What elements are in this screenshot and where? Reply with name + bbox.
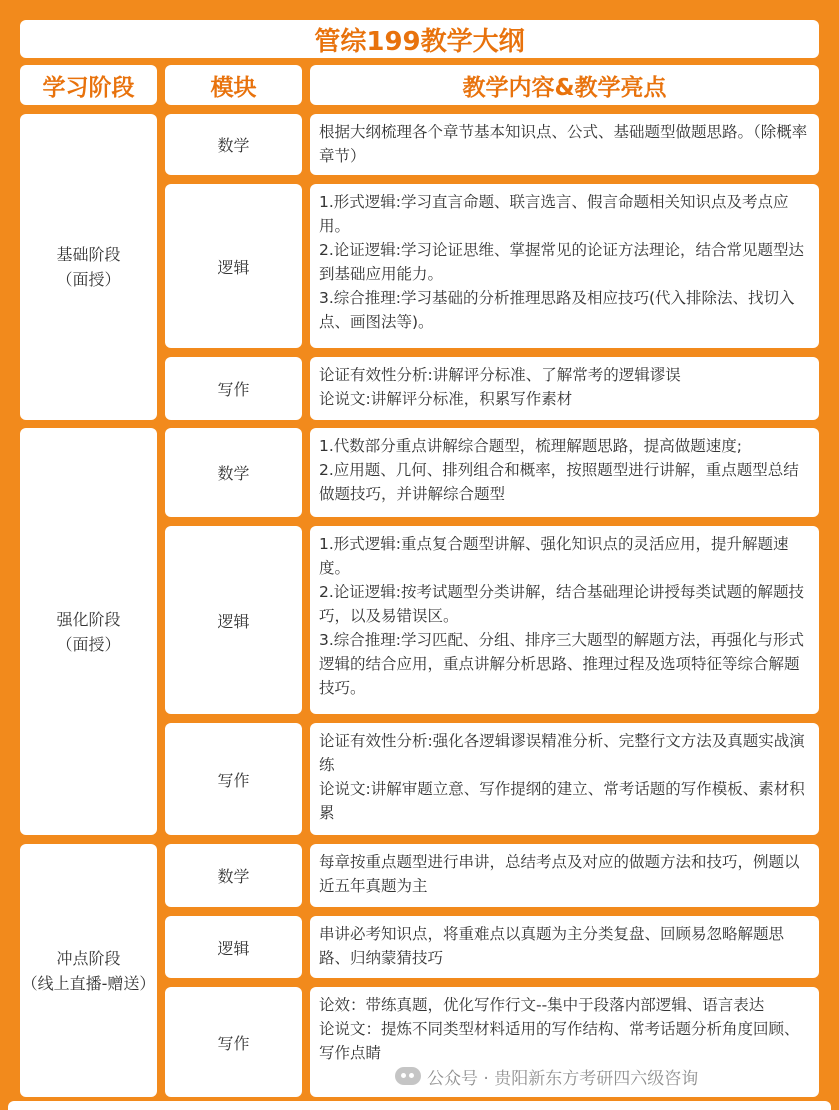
stage-cell-sprint [20,844,157,1097]
content-line: 论证有效性分析:讲解评分标准、了解常考的逻辑谬误 [319,366,681,384]
content-line: 1.代数部分重点讲解综合题型，梳理解题思路，提高做题速度; [319,437,743,455]
watermark [395,1064,698,1088]
content-line: 1.形式逻辑:学习直言命题、联言选言、假言命题相关知识点及考点应用。 [319,193,789,235]
content-line: 论证有效性分析:强化各逻辑谬误精准分析、完整行文方法及真题实战演练 [319,732,805,774]
module-cell-writing: 写作 [165,723,302,835]
header-module: 模块 [165,65,302,105]
content-cell [310,184,819,348]
stage-name: 基础阶段 [56,245,121,264]
stage-cell-foundation [20,114,157,420]
module-cell-writing: 写作 [165,987,302,1097]
module-cell-logic: 逻辑 [165,526,302,714]
content-line: 论说文:讲解评分标准，积累写作素材 [319,390,573,408]
page-title: 管综199教学大纲 [20,20,819,58]
content-line: 2.论证逻辑:学习论证思维、掌握常见的论证方法理论，结合常见题型达到基础应用能力。 [319,241,805,283]
content-cell [310,114,819,175]
header-stage: 学习阶段 [20,65,157,105]
watermark-text: 公众号 · 贵阳新东方考研四六级咨询 [427,1068,699,1089]
stage-cell-intensive [20,428,157,835]
content-line: 根据大纲梳理各个章节基本知识点、公式、基础题型做题思路。（除概率章节） [319,123,808,165]
bottom-strip [8,1101,831,1110]
module-cell-math: 数学 [165,114,302,175]
content-line: 3.综合推理:学习基础的分析推理思路及相应技巧(代入排除法、找切入点、画图法等)。 [319,289,795,331]
content-line: 论说文:讲解审题立意、写作提纲的建立、常考话题的写作模板、素材积累 [319,780,805,822]
stage-name: 冲点阶段 [56,948,121,968]
content-cell [310,723,819,835]
content-line: 2.应用题、几何、排列组合和概率，按照题型进行讲解，重点题型总结做题技巧，并讲解综合题型 [319,461,799,503]
content-line: 2.论证逻辑:按考试题型分类讲解，结合基础理论讲授每类试题的解题技巧，以及易错误区。 [319,583,805,625]
content-line: 3.综合推理:学习匹配、分组、排序三大题型的解题方法，再强化与形式逻辑的结合应用，重点讲解分析思路、推理过程及选项特征等综合解题技巧。 [319,631,805,697]
stage-mode: （面授） [56,270,121,289]
stage-name: 强化阶段 [56,609,121,629]
wechat-icon [395,1067,421,1085]
header-content: 教学内容&教学亮点 [310,65,819,105]
module-cell-logic: 逻辑 [165,184,302,348]
content-line: 论说文：提炼不同类型材料适用的写作结构、常考话题分析角度回顾、写作点睛 [319,1020,800,1062]
content-line: 1.形式逻辑:重点复合题型讲解、强化知识点的灵活应用，提升解题速度。 [319,535,789,577]
content-cell [310,526,819,714]
stage-mode: （面授） [56,634,121,654]
module-cell-writing: 写作 [165,357,302,420]
content-cell [310,916,819,978]
module-cell-math: 数学 [165,428,302,517]
content-cell [310,357,819,420]
content-line: 每章按重点题型进行串讲，总结考点及对应的做题方法和技巧，例题以近五年真题为主 [319,853,800,895]
module-cell-math: 数学 [165,844,302,907]
content-cell [310,844,819,907]
content-line: 论效：带练真题，优化写作行文--集中于段落内部逻辑、语言表达 [319,996,765,1014]
content-cell [310,428,819,517]
content-line: 串讲必考知识点，将重难点以真题为主分类复盘、回顾易忽略解题思路、归纳蒙猜技巧 [319,925,785,967]
stage-mode: （线上直播-赠送） [21,973,156,993]
module-cell-logic: 逻辑 [165,916,302,978]
